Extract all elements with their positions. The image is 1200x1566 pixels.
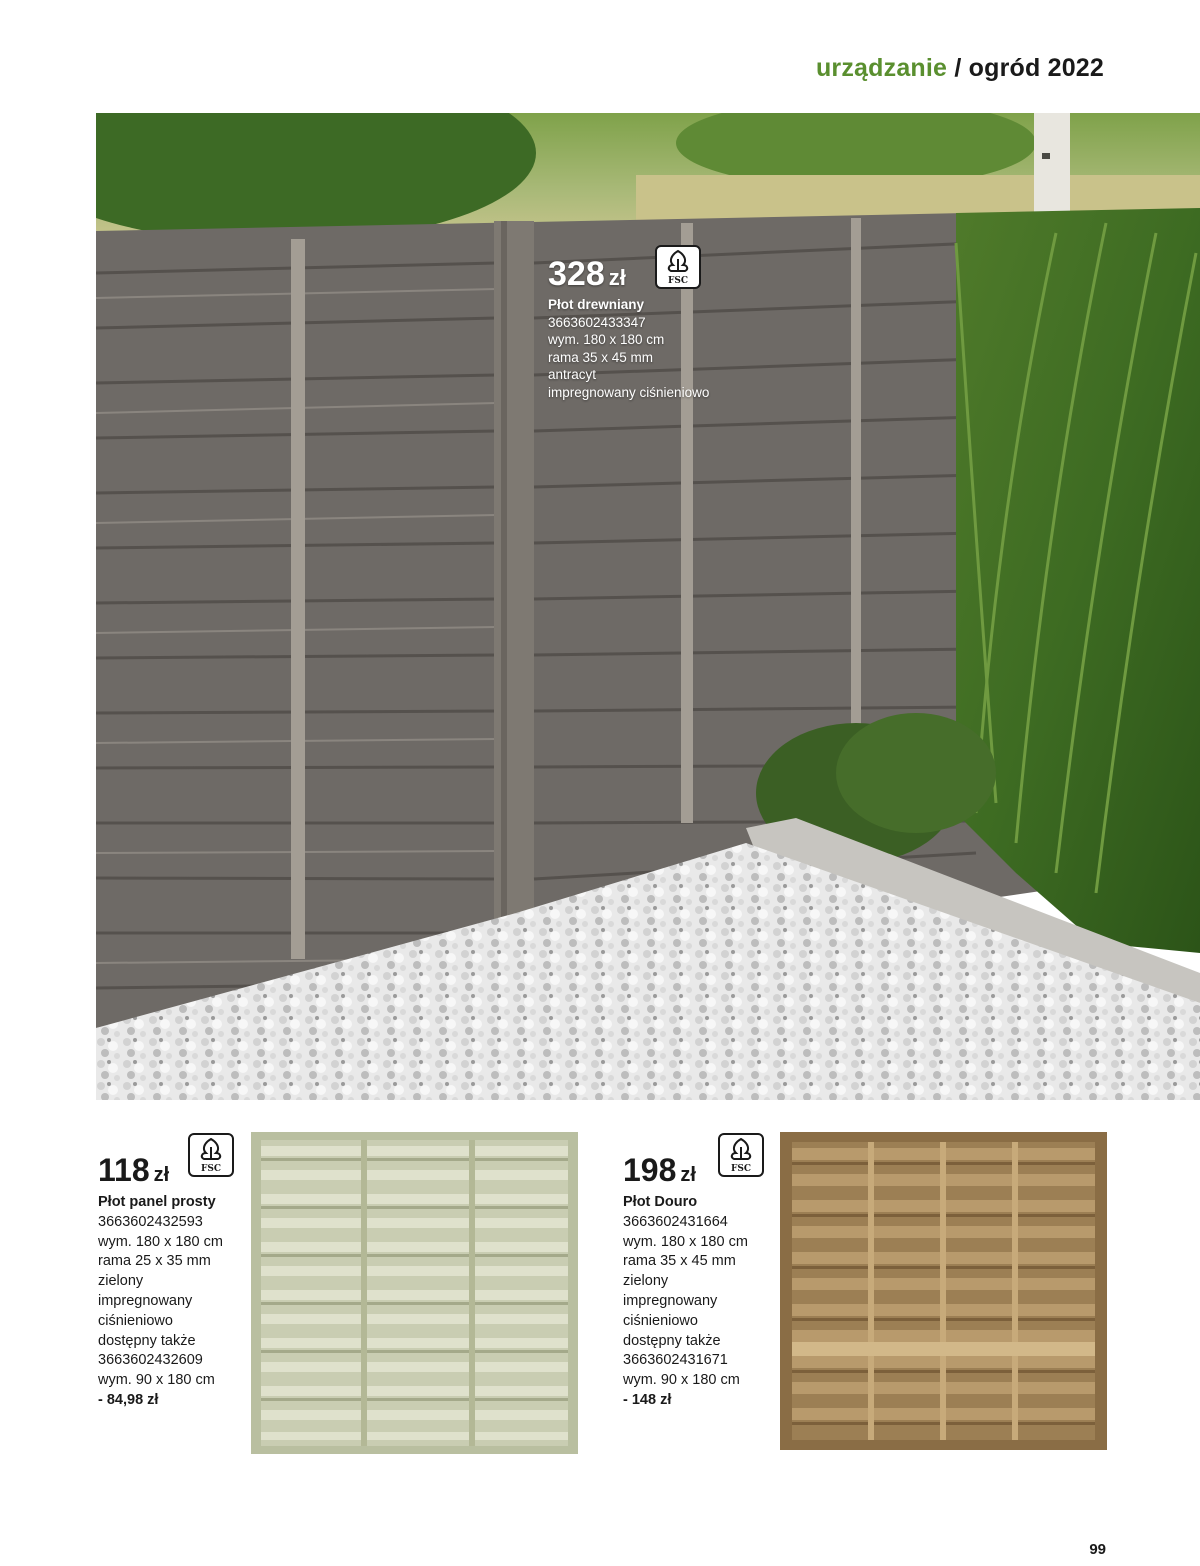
product-treatment-1: impregnowany [98, 1292, 193, 1309]
product-alt-code: 3663602432609 [98, 1352, 203, 1369]
svg-text:FSC: FSC [667, 276, 689, 286]
svg-text:FSC: FSC [730, 1164, 752, 1174]
product-also-available: dostępny także [98, 1332, 196, 1349]
hero-price-value: 328 [548, 255, 605, 293]
product-alt-price: - 84,98 zł [98, 1391, 159, 1408]
header-separator: / [954, 54, 962, 82]
product-also-available: dostępny także [623, 1332, 721, 1349]
product-price-currency: zł [153, 1164, 170, 1186]
product-dimensions: wym. 180 x 180 cm [623, 1233, 748, 1250]
product-color: zielony [623, 1273, 669, 1290]
hero-product-color: antracyt [548, 367, 597, 382]
hero-product-info [548, 256, 709, 401]
product-treatment-2: ciśnieniowo [623, 1312, 698, 1329]
product-douro [623, 1152, 748, 1411]
product-price-value: 198 [623, 1152, 677, 1188]
product-panel-prosty [98, 1152, 223, 1411]
hero-product-code: 3663602433347 [548, 314, 646, 330]
fsc-logo-icon [718, 1133, 764, 1177]
product-frame: rama 25 x 35 mm [98, 1253, 211, 1270]
hero-product-treatment: impregnowany ciśnieniowo [548, 384, 710, 400]
product-image-douro-panel [780, 1132, 1107, 1450]
product-alt-dimensions: wym. 90 x 180 cm [623, 1372, 740, 1389]
fsc-logo-icon [188, 1133, 234, 1177]
header-category: urządzanie [815, 54, 948, 82]
product-color: zielony [98, 1273, 144, 1290]
hero-product-dimensions: wym. 180 x 180 cm [548, 332, 665, 347]
hero-price [548, 256, 709, 296]
product-price-value: 118 [98, 1152, 150, 1188]
product-frame: rama 35 x 45 mm [623, 1253, 736, 1270]
hero-product-frame: rama 35 x 45 mm [548, 349, 654, 365]
product-name: Płot panel prosty [98, 1194, 216, 1210]
page-number: 99 [1089, 1541, 1106, 1558]
product-code: 3663602432593 [98, 1213, 203, 1230]
page-header [816, 54, 1104, 83]
product-alt-price: - 148 zł [623, 1391, 672, 1408]
product-treatment-2: ciśnieniowo [98, 1312, 173, 1329]
product-price-currency: zł [680, 1164, 696, 1186]
product-name: Płot Douro [623, 1194, 698, 1210]
product-alt-code: 3663602431671 [623, 1352, 728, 1369]
product-alt-dimensions: wym. 90 x 180 cm [98, 1372, 215, 1389]
product-code: 3663602431664 [623, 1213, 728, 1230]
svg-text:FSC: FSC [200, 1164, 222, 1174]
product-treatment-1: impregnowany [623, 1292, 718, 1309]
hero-price-currency: zł [608, 265, 626, 290]
header-title: ogród 2022 [968, 54, 1104, 82]
hero-product-name: Płot drewniany [548, 297, 645, 312]
product-image-green-panel [251, 1132, 578, 1454]
product-dimensions: wym. 180 x 180 cm [98, 1233, 223, 1250]
